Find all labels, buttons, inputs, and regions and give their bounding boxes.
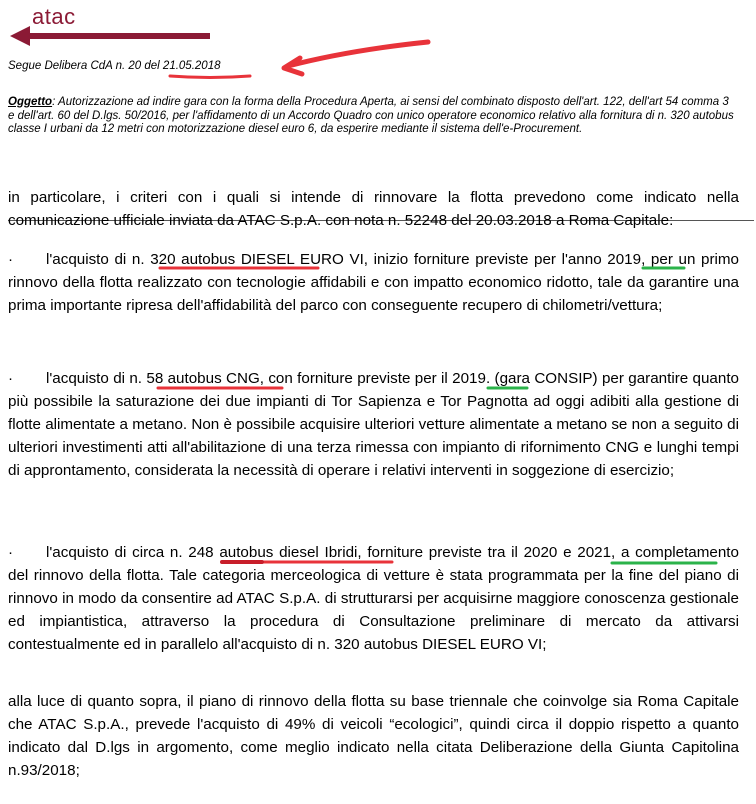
b1-pre: l'acquisto di n. bbox=[46, 251, 151, 268]
bullet-symbol: · bbox=[8, 370, 14, 387]
b2-year: 2019 bbox=[452, 370, 486, 387]
b3-post: , a completamento del rinnovo della flotta. Tale categoria merceologica di vetture è stata programmata per la fine del piano di rinnovo in modo da consentire ad ATAC S.p.A. di strutturarsi per acquisirne maggiore conoscenza gestionale ed impiantistica, attraverso la procedura di Consultazione preliminare di mercato da attivarsi contestualmente ed in parallelo all'acquisto di n. 320 autobus DIESEL EURO VI; bbox=[8, 544, 739, 653]
bullet-3 bbox=[8, 541, 739, 656]
closing-paragraph: alla luce di quanto sopra, il piano di rinnovo della flotta su base triennale che coinvolge sia Roma Capitale che ATAC S.p.A., prevede l'acquisto di 49% di veicoli “ecologici”, quindi circa il doppio rispetto a quanto indicato dal D.lgs in argomento, come meglio indicato nella citata Deliberazione della Giunta Capitolina n.93/2018; bbox=[8, 693, 739, 779]
bullet-2 bbox=[8, 367, 739, 482]
oggetto bbox=[8, 96, 736, 137]
logo-text: atac bbox=[32, 4, 76, 29]
b3-pre: l'acquisto di circa n. bbox=[46, 544, 189, 561]
b2-mid: , con forniture previste per il bbox=[259, 370, 453, 387]
b3-highlight: 248 autobus diesel Ibridi bbox=[188, 544, 358, 561]
b1-mid: EURO VI, inizio forniture previste per l'anno bbox=[294, 251, 608, 268]
b1-year: 2019 bbox=[607, 251, 642, 268]
bullet-symbol: · bbox=[8, 544, 14, 561]
logo-arrow-icon bbox=[10, 26, 210, 46]
b1-highlight: 320 autobus DIESEL bbox=[150, 251, 295, 268]
segue-delibera: Segue Delibera CdA n. 20 del 21.05.2018 bbox=[8, 60, 221, 72]
b2-post: . (gara CONSIP) per garantire quanto più possibile la saturazione dei due impianti di Tor Sapienza e Tor Pagnotta ad oggi adibiti alla gestione di flotte alimentate a metano. Non è possibile acquisire ulteriori vetture alimentate a metano se non a seguito di ulteriori investimenti atti all'abilitazione di una terza rimessa con impianto di rifornimento CNG e lunghi tempi di approntamento, considerata la necessità di operare i relativi interventi in soggezione di esercizio; bbox=[8, 370, 739, 479]
red-arrowhead bbox=[284, 58, 302, 74]
date-underline bbox=[170, 76, 250, 78]
red-arrow-icon bbox=[288, 42, 428, 66]
b2-highlight: 58 autobus CNG bbox=[146, 370, 260, 387]
b3-mid: , forniture previste tra il bbox=[357, 544, 524, 561]
bullet-1 bbox=[8, 248, 739, 317]
b1-post: , per un primo rinnovo della flotta realizzato con tecnologie affidabili e con impatto economico ridotto, tale da garantire una prima importante ripresa dell'affidabilità del parco con conseguente recupero di chilometri/vettura; bbox=[8, 251, 739, 314]
intro-paragraph: in particolare, i criteri con i quali si intende di rinnovare la flotta prevedono come indicato nella comunicazione ufficiale inviata da ATAC S.p.A. con nota n. 52248 del 20.03.2018 a Roma Capitale: bbox=[8, 189, 739, 229]
bullet-symbol: · bbox=[8, 251, 14, 268]
atac-logo bbox=[10, 4, 210, 54]
b2-pre: l'acquisto di n. bbox=[46, 370, 147, 387]
oggetto-label: Oggetto bbox=[8, 96, 53, 108]
b3-year: 2020 e 2021 bbox=[523, 544, 612, 561]
oggetto-text: : Autorizzazione ad indire gara con la forma della Procedura Aperta, ai sensi del combinato disposto dell'art. 122, dell'art 54 comma 3 e dell'art. 60 del D.lgs. 50/2016, per l'affidamento di un Accordo Quadro con unico operatore economico relativo alla fornitura di n. 320 autobus classe I urbani da 12 metri con motorizzazione diesel euro 6, da esperire mediante il sistema dell'e-Procurement. bbox=[8, 96, 734, 135]
